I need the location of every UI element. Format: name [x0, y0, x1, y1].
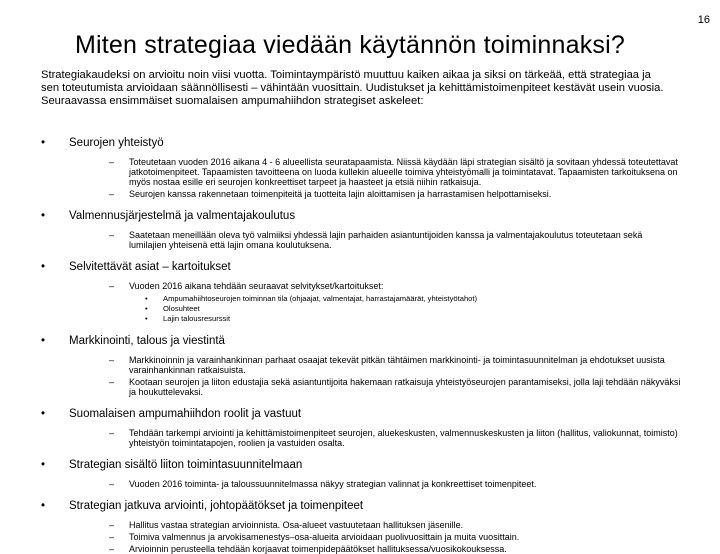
list-item: [69, 479, 681, 489]
sub-list: [69, 520, 681, 554]
section-seurojen-yhteistyo: [41, 136, 681, 199]
item-text: Vuoden 2016 toiminta- ja taloussuunnitelmassa näkyy strategian valinnat ja konkreettiset toimenpiteet.: [129, 479, 537, 489]
dash-icon: –: [109, 532, 115, 542]
list-item: [69, 428, 681, 448]
dash-icon: –: [109, 520, 115, 530]
item-text: Arvioinnin perusteella tehdään korjaavat toimenpidepäätökset hallituksessa/vuosikokouksessa.: [129, 544, 507, 554]
dash-icon: –: [109, 544, 115, 554]
section-heading: Strategian sisältö liiton toimintasuunnitelmaan: [69, 459, 303, 471]
dash-icon: –: [109, 157, 115, 167]
section-valmennusjarjestelma: [41, 209, 681, 250]
item-text: Olosuhteet: [163, 304, 200, 313]
item-text: Ampumahiihtoseurojen toiminnan tila (ohjaajat, valmentajat, harrastajamäärät, yhteistyötahot): [163, 294, 478, 303]
slide-title: Miten strategiaa viedään käytännön toiminnaksi?: [74, 31, 625, 59]
intro-paragraph: Strategiakaudeksi on arvioitu noin viisi vuotta. Toimintaympäristö muuttuu kaiken aikaa ja siksi on tärkeää, että strategiaa ja sen toteutumista arvioidaan säännöllisesti – vähintään vuosittain. Uudistukset ja kehittämistoimenpiteet kestävät usein vuosia. Seuraavassa ensimmäiset suomalaisen ampumahiihdon strategiset askeleet:: [41, 69, 664, 107]
dash-icon: –: [109, 189, 115, 199]
bullet-icon: •: [41, 335, 46, 347]
section-roolit-ja-vastuut: [41, 407, 681, 448]
section-jatkuva-arviointi: [41, 499, 681, 554]
page-number: 16: [697, 14, 710, 26]
bullet-icon: •: [41, 261, 46, 273]
item-text: Seurojen kanssa rakennetaan toimenpiteitä ja tuotteita lajin aloittamisen ja harrastamisen helpottamiseksi.: [129, 189, 552, 199]
sub-list: [69, 157, 681, 199]
section-heading: Markkinointi, talous ja viestintä: [69, 335, 225, 347]
list-item: [69, 314, 681, 324]
bullet-icon: •: [41, 500, 46, 512]
dash-icon: –: [109, 428, 115, 438]
section-heading: Suomalaisen ampumahiihdon roolit ja vastuut: [69, 408, 302, 420]
list-item: [69, 281, 681, 291]
dash-icon: –: [109, 230, 115, 240]
bullet-icon: •: [41, 408, 46, 420]
list-item: [69, 355, 681, 375]
dash-icon: –: [109, 355, 115, 365]
section-heading: Selvitettävät asiat – kartoitukset: [69, 261, 231, 273]
sub-list: [69, 281, 681, 291]
item-text: Toteutetaan vuoden 2016 aikana 4 - 6 alueellista seuratapaamista. Niissä käydään läpi strategian sisältö ja sovitaan yhdessä toteutettavat jatkotoimenpiteet. Tapaamisten tavoitteena on luoda kullekin alueelle toimiva yhteistyömalli ja toimintatavat. Tapaamisten tarkoituksena on myös nostaa esille eri seurojen konkreettiset tarpeet ja haasteet ja etsiä niihin ratkaisuja.: [129, 157, 678, 187]
sub-sub-list: [69, 294, 681, 324]
section-toimintasuunnitelma: [41, 458, 681, 489]
sub-list: [69, 428, 681, 448]
item-text: Markkinoinnin ja varainhankinnan parhaat osaajat tekevät pitkän tähtäimen markkinointi- ja toimintasuunnitelman ja ehdotukset uusista varainhankinnan ratkaisuista.: [129, 355, 665, 375]
list-item: [69, 294, 681, 304]
sub-list: [69, 230, 681, 250]
bullet-icon: •: [145, 314, 148, 323]
item-text: Hallitus vastaa strategian arvioinnista. Osa-alueet vastuutetaan hallituksen jäsenille.: [129, 520, 464, 530]
bullet-icon: •: [145, 304, 148, 313]
item-text: Vuoden 2016 aikana tehdään seuraavat selvitykset/kartoitukset:: [129, 281, 384, 291]
list-item: [69, 544, 681, 554]
list-item: [69, 157, 681, 187]
dash-icon: –: [109, 281, 115, 291]
strategy-outline: [41, 136, 681, 554]
list-item: [69, 532, 681, 542]
bullet-icon: •: [145, 294, 148, 303]
list-item: [69, 304, 681, 314]
item-text: Tehdään tarkempi arviointi ja kehittämistoimenpiteet seurojen, aluekeskusten, valmennuskeskusten ja liiton (hallitus, valiokunnat, toimisto) yhteistyön toimintatapojen, roolien ja vastuiden osalta.: [129, 428, 678, 448]
dash-icon: –: [109, 479, 115, 489]
item-text: Saatetaan meneillään oleva työ valmiiksi yhdessä lajin parhaiden asiantuntijoiden kanssa ja valmentajakoulutus toteutetaan sekä lumilajien yhteisenä että lajin omana koulutuksena.: [129, 230, 643, 250]
item-text: Toimiva valmennus ja arvokisamenestys–osa-alueita arvioidaan puolivuosittain ja muita vuosittain.: [129, 532, 520, 542]
section-heading: Valmennusjärjestelmä ja valmentajakoulutus: [69, 210, 296, 222]
section-heading: Strategian jatkuva arviointi, johtopäätökset ja toimenpiteet: [69, 500, 364, 512]
list-item: [69, 189, 681, 199]
sub-list: [69, 479, 681, 489]
dash-icon: –: [109, 377, 115, 387]
bullet-icon: •: [41, 210, 46, 222]
list-item: [69, 377, 681, 397]
sub-list: [69, 355, 681, 397]
section-markkinointi: [41, 334, 681, 397]
item-text: Lajin talousresurssit: [163, 314, 231, 323]
item-text: Kootaan seurojen ja liiton edustajia sekä asiantuntijoita hakemaan ratkaisuja yhteistyöseurojen parantamiseksi, jolla laji tehdään näkyväksi ja houkuttelevaksi.: [129, 377, 681, 397]
list-item: [69, 520, 681, 530]
section-selvitettavat-asiat: [41, 260, 681, 324]
bullet-icon: •: [41, 137, 46, 149]
bullet-icon: •: [41, 459, 46, 471]
list-item: [69, 230, 681, 250]
section-heading: Seurojen yhteistyö: [69, 137, 164, 149]
